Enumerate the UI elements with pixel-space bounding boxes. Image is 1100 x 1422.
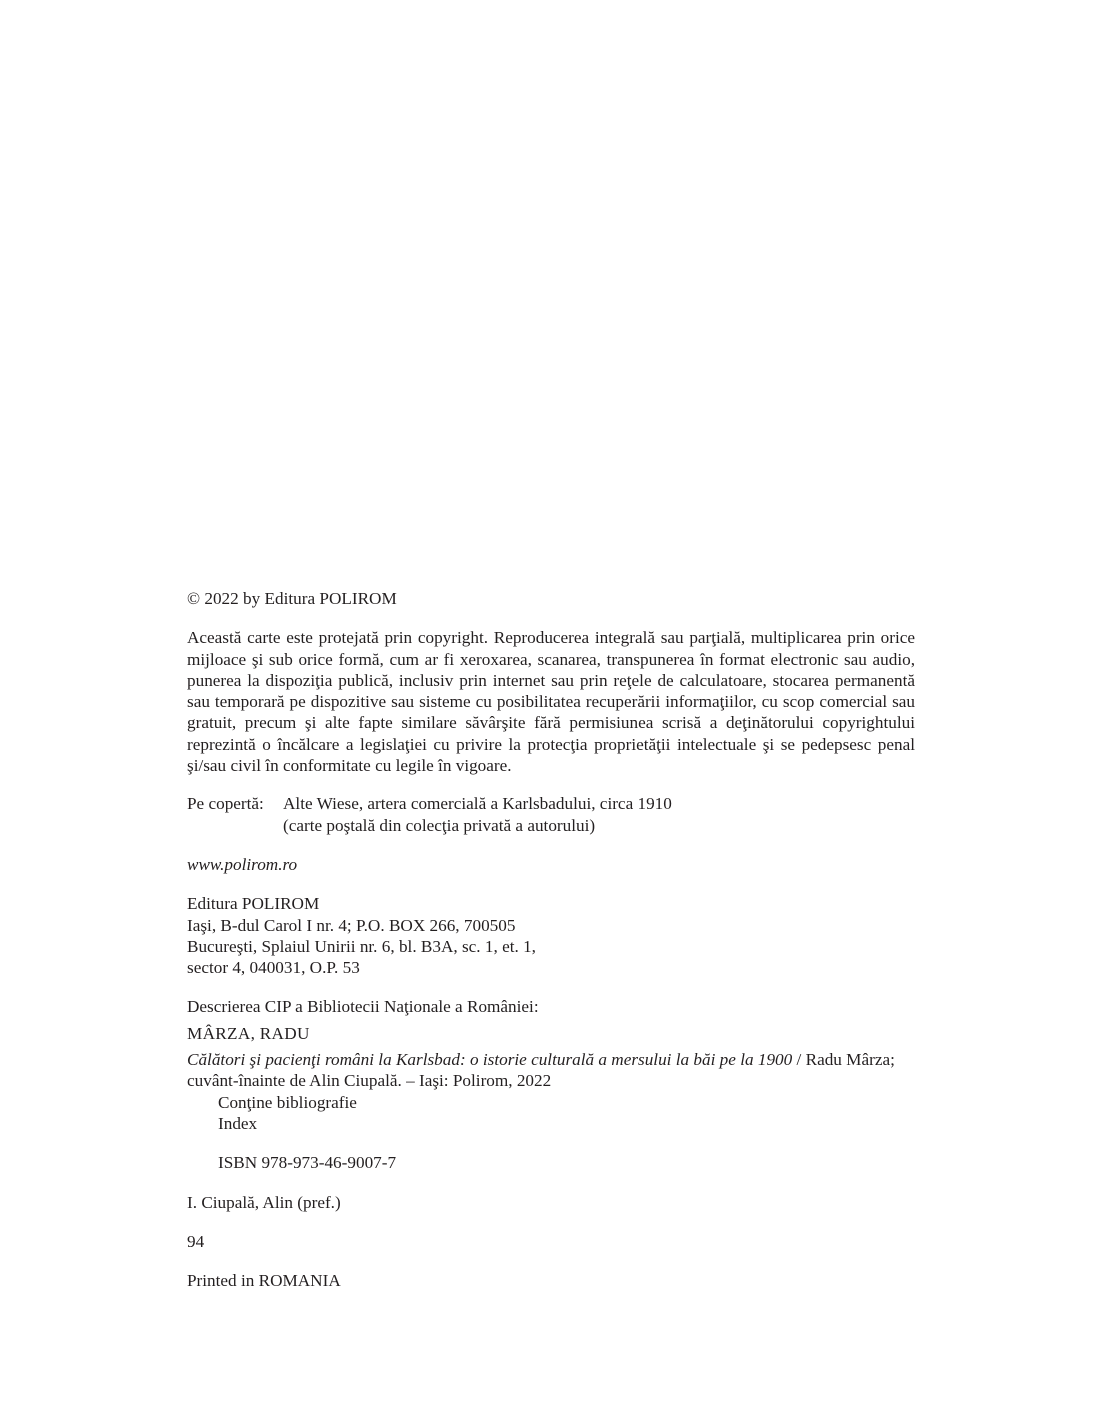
copyright-notice: Această carte este protejată prin copyright. Reproducerea integrală sau parţială, multiplicarea prin orice mijloace şi sub orice formă, cum ar fi xeroxarea, scanarea, transpunerea în format electronic sau audio, punerea la dispoziţia publică, inclusiv prin internet sau prin reţele de calculatoare, stocarea permanentă sau temporară pe dispozitive sau sisteme cu posibilitatea recuperării informaţiilor, cu scop comercial sau gratuit, precum şi alte fapte similare săvârşite fără permisiunea scrisă a deţinătorului copyrightului reprezintă o încălcare a legislaţiei cu privire la protecţia proprietăţii intelectuale şi se pedepsesc penal şi/sau civil în conformitate cu legile în vigoare. xyxy=(187,628,915,776)
cip-entry xyxy=(187,1049,915,1092)
cip-note-index: Index xyxy=(218,1113,258,1133)
cip-author: MÂRZA, RADU xyxy=(187,1023,310,1043)
cip-note-bibliography: Conţine bibliografie xyxy=(218,1092,357,1112)
address-bucuresti: Bucureşti, Splaiul Unirii nr. 6, bl. B3A, sc. 1, et. 1, xyxy=(187,936,536,956)
cover-description: Alte Wiese, artera comercială a Karlsbadului, circa 1910 xyxy=(283,794,672,814)
cip-responsibility: / Radu Mârza; cuvânt-înainte de Alin Ciupală. – Iaşi: Polirom, 2022 xyxy=(187,1050,895,1091)
publisher-website: www.polirom.ro xyxy=(187,854,298,874)
publisher-address xyxy=(187,893,915,978)
printed-in: Printed in ROMANIA xyxy=(187,1271,341,1291)
cip-classification: 94 xyxy=(187,1231,205,1251)
address-sector: sector 4, 040031, O.P. 53 xyxy=(187,958,360,978)
cip-heading: Descrierea CIP a Bibliotecii Naţionale a României: xyxy=(187,997,539,1017)
isbn: ISBN 978-973-46-9007-7 xyxy=(218,1153,397,1173)
cover-label: Pe copertă: xyxy=(187,794,264,814)
address-iasi: Iaşi, B-dul Carol I nr. 4; P.O. BOX 266, 700505 xyxy=(187,915,516,935)
colophon-page xyxy=(187,588,915,1291)
book-title: Călători şi pacienţi români la Karlsbad: o istorie culturală a mersului la băi pe la 1900 xyxy=(187,1050,793,1070)
cip-added-entry: I. Ciupală, Alin (pref.) xyxy=(187,1192,341,1212)
cover-source: (carte poştală din colecţia privată a autorului) xyxy=(283,815,596,835)
copyright-line: © 2022 by Editura POLIROM xyxy=(187,589,397,608)
cover-credit xyxy=(187,793,915,836)
publisher-name: Editura POLIROM xyxy=(187,894,320,914)
